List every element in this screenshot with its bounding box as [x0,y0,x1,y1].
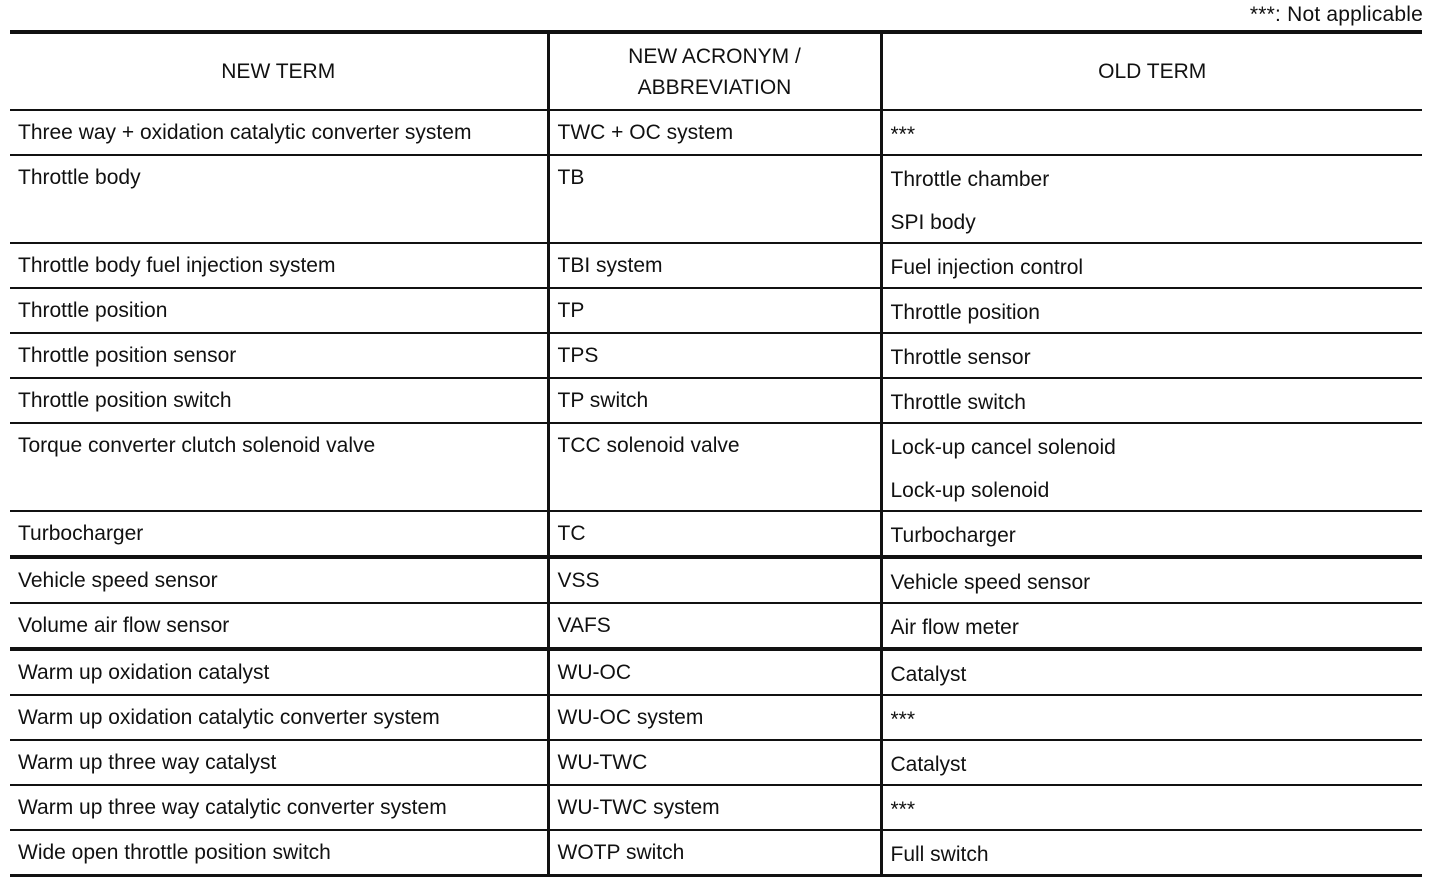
old-term-cell [881,649,1422,695]
header-new-acronym-line2: ABBREVIATION [637,75,792,99]
new-term-text: Volume air flow sensor [18,614,230,637]
table-row [10,423,1422,511]
acronym-cell [548,333,881,378]
new-term-text: Throttle body fuel injection system [18,254,336,277]
new-term-text: Warm up three way catalytic converter system [18,796,447,819]
old-term-text: Lock-up cancel solenoid [890,436,1116,459]
table-row [10,649,1422,695]
new-term-cell [10,378,548,423]
acronym-text: VAFS [557,614,611,637]
old-term-cell [881,557,1422,603]
acronym-text: TP [557,299,585,322]
acronym-text: TP switch [557,389,649,412]
table-row [10,511,1422,557]
new-term-text: Three way + oxidation catalytic converter system [18,121,472,144]
old-term-cell [881,378,1422,423]
acronym-cell [548,511,881,557]
acronym-text: TPS [557,344,599,367]
old-term-text: Throttle position [890,301,1040,324]
new-term-text: Wide open throttle position switch [18,841,331,864]
acronym-cell [548,649,881,695]
new-term-cell [10,695,548,740]
new-term-cell [10,423,548,511]
acronym-text: WU-TWC [557,751,648,774]
old-term-text: Catalyst [890,753,967,776]
old-term-cell [881,830,1422,876]
old-term-cell [881,288,1422,333]
new-term-text: Turbocharger [18,522,144,545]
table-row [10,155,1422,243]
table-row [10,695,1422,740]
acronym-text: WU-OC [557,661,631,684]
new-term-cell [10,288,548,333]
new-term-cell [10,603,548,649]
acronym-cell [548,378,881,423]
new-term-text: Throttle position switch [18,389,232,412]
old-term-text: Catalyst [890,663,967,686]
acronym-cell [548,830,881,876]
new-term-text: Warm up oxidation catalytic converter system [18,706,440,729]
header-new-acronym-line1: NEW ACRONYM / [628,44,801,68]
table-row [10,333,1422,378]
old-term-cell [881,740,1422,785]
acronym-text: WU-TWC system [557,796,720,819]
table-header-row [10,32,1422,110]
acronym-text: VSS [557,569,600,592]
table-row [10,740,1422,785]
new-term-text: Throttle body [18,166,141,189]
table-row [10,830,1422,876]
old-term-cell [881,110,1422,155]
new-term-text: Throttle position [18,299,168,322]
old-term-cell [881,695,1422,740]
new-term-cell [10,785,548,830]
old-term-cell [881,511,1422,557]
terminology-table [10,30,1422,877]
old-term-cell [881,603,1422,649]
old-term-text: *** [890,123,916,146]
new-term-cell [10,740,548,785]
table-row [10,785,1422,830]
acronym-cell [548,155,881,243]
acronym-text: TB [557,166,585,189]
old-term-text: Lock-up solenoid [890,479,1050,502]
new-term-text: Throttle position sensor [18,344,237,367]
header-new-acronym [548,32,881,110]
new-term-text: Warm up oxidation catalyst [18,661,270,684]
new-term-cell [10,557,548,603]
new-term-cell [10,333,548,378]
old-term-text: *** [890,708,916,731]
new-term-text: Torque converter clutch solenoid valve [18,434,376,457]
old-term-cell [881,333,1422,378]
header-old-term: OLD TERM [881,32,1422,110]
table-row [10,110,1422,155]
new-term-cell [10,155,548,243]
old-term-text: SPI body [890,211,976,234]
old-term-text: Vehicle speed sensor [890,571,1091,594]
table-row [10,378,1422,423]
acronym-cell [548,557,881,603]
header-new-term: NEW TERM [10,32,548,110]
old-term-text: Throttle chamber [890,168,1050,191]
acronym-cell [548,110,881,155]
old-term-cell [881,785,1422,830]
not-applicable-note: ***: Not applicable [1249,3,1423,26]
acronym-cell [548,695,881,740]
acronym-cell [548,243,881,288]
table-row [10,603,1422,649]
acronym-text: WU-OC system [557,706,704,729]
acronym-cell [548,288,881,333]
acronym-cell [548,785,881,830]
acronym-cell [548,423,881,511]
old-term-cell [881,243,1422,288]
old-term-text: Fuel injection control [890,256,1084,279]
old-term-cell [881,423,1422,511]
acronym-text: TBI system [557,254,663,277]
new-term-cell [10,830,548,876]
old-term-text: Throttle sensor [890,346,1031,369]
acronym-cell [548,740,881,785]
new-term-cell [10,511,548,557]
acronym-text: TCC solenoid valve [557,434,740,457]
new-term-cell [10,110,548,155]
table-row [10,243,1422,288]
new-term-cell [10,649,548,695]
new-term-text: Vehicle speed sensor [18,569,218,592]
acronym-text: WOTP switch [557,841,685,864]
new-term-cell [10,243,548,288]
old-term-text: *** [890,798,916,821]
table-row [10,557,1422,603]
acronym-text: TWC + OC system [557,121,734,144]
old-term-text: Throttle switch [890,391,1026,414]
acronym-cell [548,603,881,649]
old-term-text: Turbocharger [890,524,1016,547]
new-term-text: Warm up three way catalyst [18,751,277,774]
old-term-text: Air flow meter [890,616,1019,639]
old-term-cell [881,155,1422,243]
table-row [10,288,1422,333]
acronym-text: TC [557,522,586,545]
old-term-text: Full switch [890,843,989,866]
